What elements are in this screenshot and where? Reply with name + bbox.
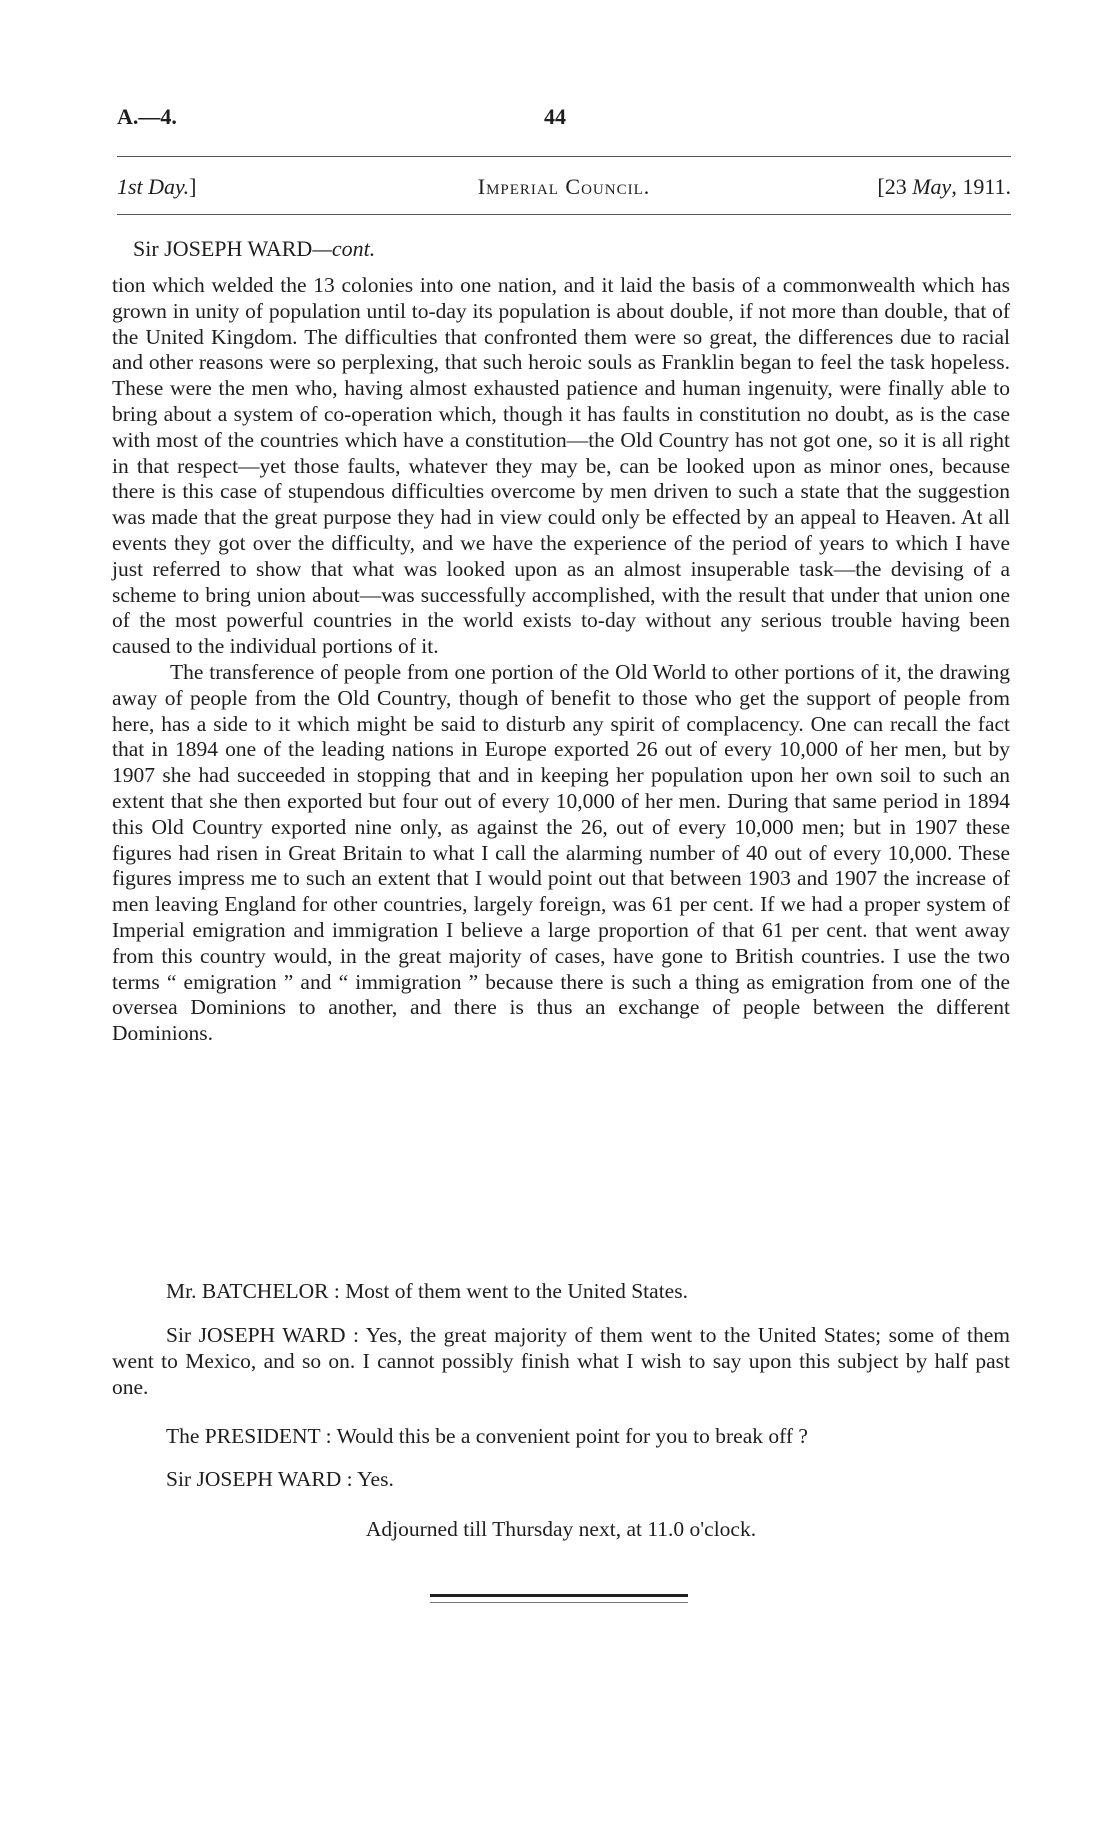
speaker-heading-suffix: —cont. [312, 236, 376, 261]
header-rule-top [117, 156, 1011, 157]
date-year: , 1911. [951, 174, 1011, 199]
exchange-speaker: The PRESIDENT [166, 1424, 321, 1448]
page-header [117, 104, 1004, 134]
adjournment-notice: Adjourned till Thursday next, at 11.0 o'clock. [365, 1517, 757, 1541]
exchange [112, 1322, 1010, 1400]
exchange-speaker: Sir JOSEPH WARD [166, 1323, 346, 1347]
exchange-text: : Yes. [341, 1467, 394, 1491]
speaker-heading-name: Sir JOSEPH WARD [133, 236, 313, 261]
exchange-text: : Would this be a convenient point for you to break off ? [320, 1424, 808, 1448]
date-day: [23 [877, 174, 907, 199]
council-title: Imperial Council. [477, 174, 651, 199]
day-label: 1st Day.] [117, 174, 197, 199]
page-number: 44 [544, 104, 566, 129]
day-label-text: 1st Day. [117, 174, 190, 199]
speaker-heading [133, 236, 375, 262]
end-rule [430, 1594, 688, 1597]
speech-body [112, 273, 1010, 1047]
header-rule-bottom [117, 214, 1011, 215]
paper-reference: A.—4. [117, 104, 177, 129]
exchange-speaker: Sir JOSEPH WARD [166, 1467, 342, 1491]
exchange-speaker: Mr. BATCHELOR [166, 1279, 329, 1303]
paragraph: tion which welded the 13 colonies into one nation, and it laid the basis of a commonwealth which has grown in unity of population until to-day its population is about double, if not more than double, that of the United Kingdom. The difficulties that confronted them were so great, the differences due to racial and other reasons were so perplexing, that such heroic souls as Franklin began to feel the task hopeless. These were the men who, having almost exhausted patience and human ingenuity, were finally able to bring about a system of co-operation which, though it has faults in constitution no doubt, as is the case with most of the countries which have a constitution—the Old Country has not got one, so it is all right in that respect—yet those faults, whatever they may be, can be looked upon as minor ones, because there is this case of stupendous difficulties overcome by men driven to such a state that the suggestion was made that the great purpose they had in view could only be effected by an appeal to Heaven. At all events they got over the difficulty, and we have the experience of the period of years to which I have just referred to show that what was looked upon as an almost insuperable task—the devising of a scheme to bring union about—was successfully accomplished, with the result that under that union one of the most powerful countries in the world exists to-day without any serious trouble having been caused to the individual portions of it. [112, 273, 1010, 659]
exchange-line [112, 1278, 1010, 1304]
exchange [112, 1466, 1010, 1492]
exchange-text: : Most of them went to the United States. [328, 1279, 688, 1303]
session-date [877, 174, 1011, 200]
exchange-line [112, 1466, 1010, 1492]
end-rule-thin [430, 1602, 688, 1603]
paragraph: The transference of people from one portion of the Old World to other portions of it, the drawing away of people from the Old Country, though of benefit to those who get the support of people from here, has a side to it which might be said to disturb any spirit of complacency. One can recall the fact that in 1894 one of the leading nations in Europe exported 26 out of every 10,000 of her men, but by 1907 she had succeeded in stopping that and in keeping her population upon her own soil to such an extent that she then exported but four out of every 10,000 of her men. During that same period in 1894 this Old Country exported nine only, as against the 26, out of every 10,000 men; but in 1907 these figures had risen in Great Britain to what I call the alarming number of 40 out of every 10,000. These figures impress me to such an extent that I would point out that between 1903 and 1907 the increase of men leaving England for other countries, largely foreign, was 61 per cent. If we had a proper system of Imperial emigration and immigration I believe a large proportion of that 61 per cent. that went away from this country would, in the great majority of cases, have gone to British countries. I use the two terms “ emigration ” and “ immigration ” because there is such a thing as emigration from one of the oversea Dominions to another, and there is thus an exchange of people between the different Dominions. [112, 659, 1010, 1046]
exchange-text: : Yes, the great majority of them went to the United States; some of them went to Mexico, and so on. I cannot possibly finish what I wish to say upon this subject by half past one. [112, 1323, 1010, 1399]
exchange-line [112, 1322, 1010, 1400]
exchange [112, 1278, 1010, 1304]
date-month: May [912, 174, 952, 199]
exchange [112, 1423, 1010, 1449]
running-header [117, 174, 1011, 204]
exchange-line [112, 1423, 1010, 1449]
